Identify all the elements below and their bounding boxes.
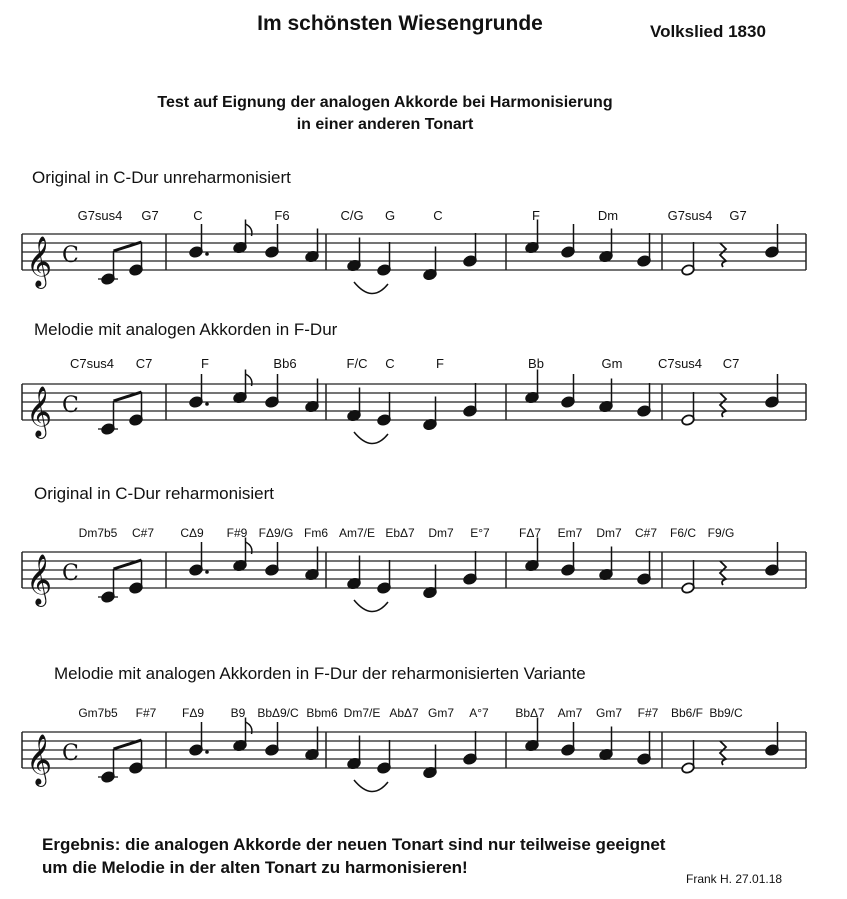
treble-clef-icon: 𝄞	[26, 554, 53, 605]
chord-symbol: FΔ9/G	[258, 526, 294, 540]
subtitle	[0, 92, 770, 136]
chord-symbol: C	[433, 208, 443, 223]
chord-symbol: Em7	[557, 526, 583, 540]
quarter-rest-icon	[720, 561, 726, 585]
chord-symbol: C7	[135, 356, 153, 371]
dot	[205, 252, 209, 256]
chord-symbol: Bb6/F	[670, 706, 704, 720]
chord-symbol: Bb6	[273, 356, 297, 371]
dot	[205, 570, 209, 574]
chord-symbol: Dm	[597, 208, 619, 223]
tie	[354, 282, 388, 294]
chord-symbol: C7sus4	[657, 356, 703, 371]
chord-symbol: G7sus4	[667, 208, 713, 223]
chord-symbol: CΔ9	[180, 526, 204, 540]
quarter-rest-icon	[720, 243, 726, 267]
chord-symbol: Gm7b5	[78, 706, 118, 720]
chord-symbol: FΔ9	[181, 706, 205, 720]
chord-symbol: C/G	[340, 208, 364, 223]
chord-symbol: F	[201, 356, 209, 371]
chord-symbol: BbΔ7	[515, 706, 545, 720]
tie	[354, 600, 388, 612]
subtitle-line-2: in einer anderen Tonart	[296, 116, 474, 133]
chord-symbol: F/C	[346, 356, 368, 371]
quarter-rest-icon	[720, 741, 726, 765]
chord-symbol: C7	[722, 356, 740, 371]
music-staff	[0, 708, 847, 808]
chord-symbol: C7sus4	[69, 356, 115, 371]
time-signature: C	[62, 243, 79, 268]
page-title: Im schönsten Wiesengrunde	[257, 12, 543, 35]
chord-symbol: E°7	[470, 526, 490, 540]
music-staff	[0, 528, 847, 628]
chord-symbol: Dm7	[596, 526, 622, 540]
treble-clef-icon: 𝄞	[26, 386, 53, 437]
chord-symbol: G7sus4	[77, 208, 123, 223]
quarter-rest-icon	[720, 393, 726, 417]
chord-symbol: Bbm6	[306, 706, 338, 720]
chord-symbol: F#7	[637, 706, 659, 720]
chord-symbol: Dm7b5	[78, 526, 118, 540]
result-line-1: Ergebnis: die analogen Akkorde der neuen Tonart sind nur teilweise geeignet	[42, 835, 666, 854]
signature: Frank H. 27.01.18	[686, 872, 783, 886]
chord-symbol: G	[384, 208, 396, 223]
time-signature: C	[62, 393, 79, 418]
chord-symbol: A°7	[469, 706, 489, 720]
music-staff	[0, 360, 847, 460]
chord-symbol: Gm7	[595, 706, 623, 720]
chord-symbol: FΔ7	[518, 526, 542, 540]
chord-symbol: Bb9/C	[709, 706, 743, 720]
section-label: Original in C-Dur reharmonisiert	[34, 484, 274, 503]
music-staff	[0, 210, 847, 310]
section-label: Melodie mit analogen Akkorden in F-Dur der reharmonisierten Variante	[54, 664, 586, 683]
song-year: Volkslied 1830	[650, 22, 766, 41]
chord-symbol: G7	[729, 208, 747, 223]
chord-symbol: F6/C	[669, 526, 697, 540]
chord-symbol: Gm7	[427, 706, 455, 720]
chord-symbol: F6	[274, 208, 290, 223]
chord-symbol: F	[436, 356, 444, 371]
chord-symbol: F#7	[135, 706, 157, 720]
time-signature: C	[62, 741, 79, 766]
chord-symbol: Am7/E	[338, 526, 376, 540]
chord-symbol: B9	[230, 706, 246, 720]
treble-clef-icon: 𝄞	[26, 734, 53, 785]
tie	[354, 780, 388, 792]
chord-symbol: C#7	[634, 526, 658, 540]
chord-symbol: F	[532, 208, 540, 223]
treble-clef-icon: 𝄞	[26, 236, 53, 287]
chord-symbol: Gm	[601, 356, 623, 371]
dot	[205, 750, 209, 754]
chord-symbol: F9/G	[707, 526, 735, 540]
chord-symbol: Bb	[528, 356, 544, 371]
chord-symbol: C	[193, 208, 203, 223]
chord-symbol: F#9	[226, 526, 248, 540]
chord-symbol: Am7	[557, 706, 583, 720]
chord-symbol: EbΔ7	[385, 526, 415, 540]
section-label: Melodie mit analogen Akkorden in F-Dur	[34, 320, 338, 339]
result-line-2: um die Melodie in der alten Tonart zu harmonisieren!	[42, 858, 468, 877]
chord-symbol: Dm7/E	[343, 706, 381, 720]
chord-symbol: C	[385, 356, 395, 371]
chord-symbol: G7	[141, 208, 159, 223]
chord-symbol: C#7	[131, 526, 155, 540]
dot	[205, 402, 209, 406]
chord-symbol: BbΔ9/C	[257, 706, 299, 720]
result-text	[42, 833, 665, 879]
time-signature: C	[62, 561, 79, 586]
chord-symbol: AbΔ7	[389, 706, 419, 720]
subtitle-line-1: Test auf Eignung der analogen Akkorde bei Harmonisierung	[157, 94, 613, 111]
chord-symbol: Dm7	[428, 526, 454, 540]
tie	[354, 432, 388, 444]
chord-symbol: Fm6	[304, 526, 328, 540]
section-label: Original in C-Dur unreharmonisiert	[32, 168, 291, 187]
